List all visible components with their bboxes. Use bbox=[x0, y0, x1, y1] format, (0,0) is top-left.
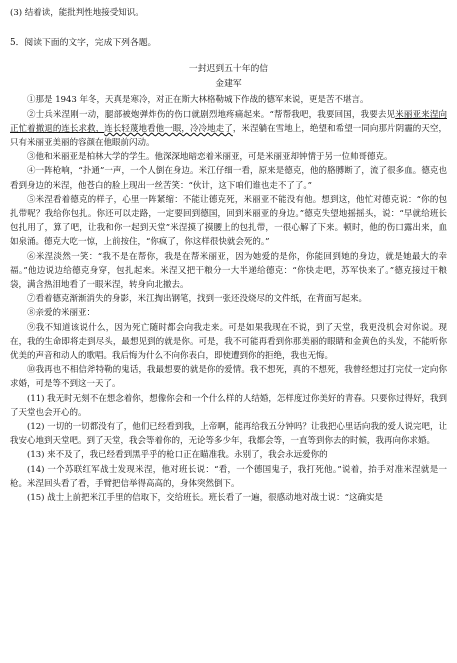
paragraph-3: ③他和米丽亚是柏林大学的学生。他深深地暗恋着米丽亚，可是米丽亚却钟情于另一位帅哥德克。 bbox=[27, 152, 393, 163]
wavy-underlined-sentence: 连长轻蔑地看他一眼，冷冷地走了 bbox=[104, 123, 233, 134]
paragraph-12: (12) 一切的一切都没有了，他们已经看到我，上帝啊，能再给我五分钟吗？让我把心里话向我的爱人说完吧，让我安心地到天堂吧。到了天堂，我会等着你的，无论等多少年，我都会等，一直等到你去的时候，我再向你求婚。 bbox=[10, 422, 447, 447]
paragraph-10: ⑩我再也不相信斧特勒的鬼话，我最想要的就是你的爱情。我不想死，真的不想死，我曾经想过打完仗一定向你求婚，可是等不到这一天了。 bbox=[10, 365, 447, 390]
paragraph-2-tail: ，米涅躺在雪地上，绝望和希望一同向那片阴霾的天空，只有米丽亚美丽的容颜在他眼前闪动。 bbox=[10, 123, 447, 149]
paragraph-5: ⑤米涅看着德克的样子，心里一阵紧缩：不能让德克死，米丽亚不能没有他。想到这，他忙对德克说：“你的包扎带呢？我给你包扎。你还可以走路，一定要回到德国，回到米丽亚的身边。”德克失望地摇摇头，说：“早就给班长包扎用了，算了吧，让我和你一起到天堂”米涅摸了摸腰上的包扎带，一很心解了下来。顿时，他的伤口露出来，血如泉涌。德克大吃一惊，上前按住，“你疯了，你这样很快就会死的。” bbox=[10, 194, 447, 248]
paragraph-11: (11) 我无时无刻不在想念着你，想像你会和一个什么样的人结婚，怎样度过你美好的青春。只要你过得好，我到了天堂也会开心的。 bbox=[10, 393, 447, 418]
question-heading: 5．阅读下面的文字，完成下列各题。 bbox=[10, 38, 157, 49]
paragraph-8: ⑧亲爱的米丽亚： bbox=[27, 308, 96, 319]
paragraph-14: (14) 一个苏联红军战士发现米涅，他对班长说：“看，一个德国鬼子，我打死他。”说着，抬手对准米涅就是一枪。米涅回头看了看，手臂把信举得高高的，身体突然倒下。 bbox=[10, 464, 447, 489]
paragraph-4: ④一阵枪响，“扑通”一声，一个人倒在身边。米江仔细一看，原来是德克，他的胳膊断了，流了很多血。德克也看到身边的米涅，他苍白的脸上现出一丝苦笑：“伙计，这下咱们谁也走不了了。” bbox=[10, 166, 447, 191]
paragraph-2 bbox=[10, 108, 447, 151]
paragraph-6: ⑥米涅淡然一笑：“我不是在帮你，我是在帮米丽亚，因为她爱的是你，你能回到她的身边，就是她最大的幸福。”他边说边给德克身穿，包扎起来。米涅又把干粮分一大半递给德克：“你快走吧，苏军快来了。”德克接过干粮袋，满含热泪地看了一眼米涅，转身向北撤去。 bbox=[10, 251, 447, 291]
paragraph-1: ①那是 1943 年冬，天真是寒冷，对正在斯大林格勒城下作战的德军来说，更是苦不堪言。 bbox=[27, 95, 369, 106]
paragraph-9: ⑨我不知道该说什么，因为死亡随时都会向我走来。可是如果我现在不说，到了天堂，我更没机会对你说。现在，我的生命即将走到尽头，最想见到的就是你。可是，我不可能再看到你那美丽的眼睛和金黄色的头发，不能听你优美的声音和动人的歌唱。我后悔为什么不向你表白，即使遭到你的拒绝，我也无悔。 bbox=[10, 322, 447, 362]
paragraph-7: ⑦看着德克渐渐消失的身影，米江掏出钢笔，找到一张还没烧尽的文件纸，在背面写起来。 bbox=[27, 294, 368, 305]
paragraph-2-lead: ②士兵米涅刚一动，腿部被炮弹炸伤的伤口就剧烈地疼痛起来。“帮帮我吧，我要回国，我要去见 bbox=[27, 109, 396, 120]
underlined-sentence: 米丽亚来涅向正忙着撤退的连长求救， bbox=[10, 109, 447, 134]
paragraph-13: (13) 来不及了，我已经看到黑乎乎的枪口正在瞄准我。永别了，我会永远爱你的 bbox=[27, 450, 328, 461]
item-3: (3) 结着读，能批判性地接受知识。 bbox=[10, 8, 144, 18]
paragraph-15: (15) 战士上前把米江手里的信取下，交给班长。班长看了一遍，很感动地对战士说：“这确实是 bbox=[27, 493, 383, 504]
article-title: 一封迟到五十年的信 bbox=[188, 64, 269, 75]
article-author: 金建军 bbox=[215, 79, 242, 90]
